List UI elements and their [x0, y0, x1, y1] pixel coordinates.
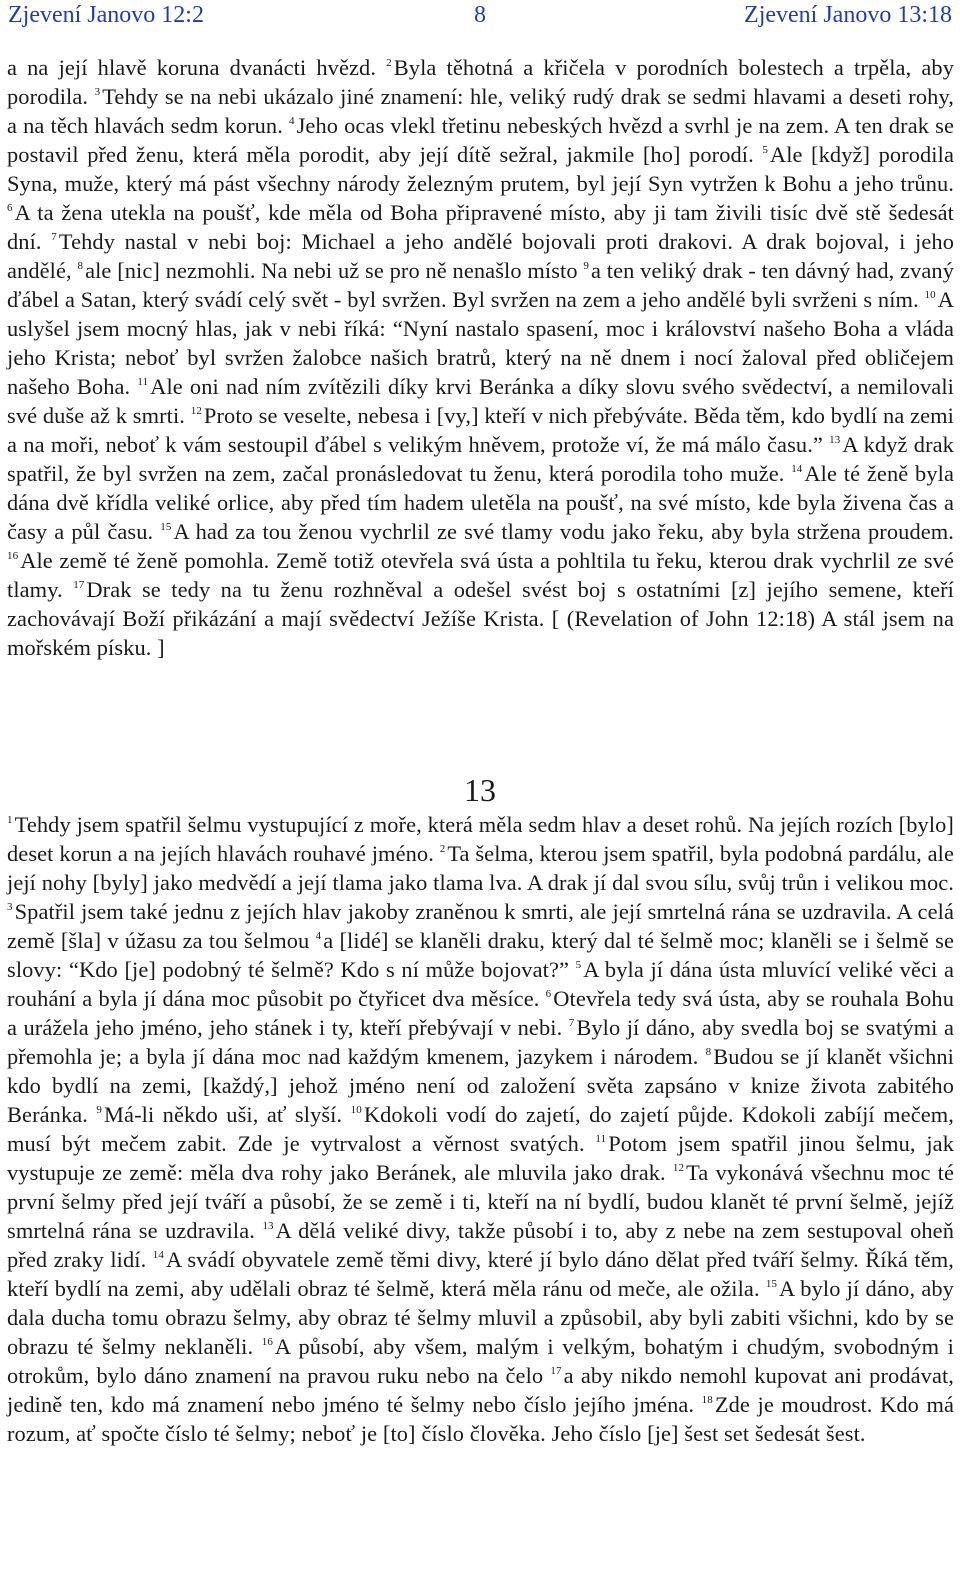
header-end-reference: Zjevení Janovo 13:18 [744, 2, 952, 28]
chapter-13-heading: 13 [464, 772, 496, 808]
verse-text: Ta šelma, kterou jsem spatřil, byla podobná pardálu, ale její nohy [byly] jako medvědí a její tlama jako tlama lva. A drak jí dal svou sílu, svůj trůn i velikou moc. [7, 841, 954, 895]
verse [77, 258, 583, 283]
verse-text: Ale [když] porodila Syna, muže, který má pást všechny národy železným prutem, byl její Syn vytržen k Bohu a jeho trůnu. [7, 142, 954, 196]
verse-number: 11 [595, 1133, 607, 1145]
verse [7, 577, 954, 660]
verse-number: 8 [77, 260, 84, 272]
verse-text: Otevřela tedy svá ústa, aby se rouhala Bohu a urážela jeho jméno, jeho stánek i ty, kteří přebývají v nebi. [7, 986, 954, 1040]
verse-text: A uslyšel jsem mocný hlas, jak v nebi říká: “Nyní nastalo spasení, moc i království našeho Boha a vláda jeho Krista; neboť byl svržen žalobce našich bratrů, který na ně dnem i nocí žaloval před obličejem našeho Boha. [7, 287, 954, 399]
verse-number: 13 [262, 1220, 274, 1232]
verse-text: a na její hlavě koruna dvanácti hvězd. [7, 55, 387, 80]
verse-number: 2 [439, 843, 446, 855]
verse-number: 8 [705, 1046, 712, 1058]
verse-text: A had za tou ženou vychrlil ze své tlamy vodu jako řeku, aby byla stržena proudem. [173, 519, 954, 544]
verse-text: Ale oni nad ním zvítězili díky krvi Beránka a díky slovu svého svědectví, a nemilovali své duše až k smrti. [7, 374, 954, 428]
verse-text: A působí, aby všem, malým i velkým, bohatým i chudým, svobodným i otrokům, bylo dáno znamení na pravou ruku nebo na čelo [7, 1334, 954, 1388]
verse [96, 1102, 350, 1127]
running-header [0, 0, 960, 32]
verse [7, 55, 386, 80]
verse-number: 17 [73, 579, 85, 591]
verse-text: Má-li někdo uši, ať slyší. [104, 1102, 351, 1127]
verse-number: 9 [96, 1104, 103, 1116]
verse-number: 4 [289, 115, 295, 127]
verse-text: Ale země té ženě pomohla. Země totiž otevřela svá ústa a pohltila tu řeku, kterou drak vychrlil ze své tlamy. [7, 548, 954, 602]
verse-text: Budou se jí klanět všichni kdo bydlí na zemi, [každý,] jehož jméno není od založení světa zapsáno v knize života zabitého Beránka. [7, 1044, 955, 1127]
verse-text: a ten veliký drak - ten dávný had, zvaný ďábel a Satan, který svádí celý svět - byl svržen. Byl svržen na zem a jeho andělé byli svrženi s ním. [7, 258, 955, 312]
verse-number: 15 [765, 1278, 778, 1290]
verse-text: A ta žena utekla na poušť, kde měla od Boha připravené místo, aby ji tam živili tisíc dvě stě šedesát dní. [7, 200, 954, 254]
verse-number: 15 [160, 521, 172, 533]
chapter-13-text [7, 810, 954, 1448]
verse-number: 16 [261, 1336, 273, 1348]
verse-number: 13 [829, 434, 841, 446]
verse-text: Jeho ocas vlekl třetinu nebeských hvězd a svrhl je na zem. A ten drak se postavil před ženu, která měla porodit, aby její dítě sežral, jakmile [ho] porodí. [7, 113, 955, 167]
chapter-12-text [7, 53, 954, 662]
verse-text: a aby nikdo nemohl kupovat ani prodávat, jedině ten, kdo má znamení nebo jméno té šelmy nebo číslo jejího jména. [7, 1363, 955, 1417]
verse-text: Kdokoli vodí do zajetí, do zajetí půjde. Kdokoli zabíjí mečem, musí být mečem zabit. Zde je vytrvalost a věrnost svatých. [7, 1102, 955, 1156]
verse-text: Tehdy nastal v nebi boj: Michael a jeho andělé bojovali proti drakovi. A drak bojoval, i jeho andělé, [7, 229, 954, 283]
verse [160, 519, 954, 544]
verse-text: A byla jí dána ústa mluvící veliké věci a rouhání a byla jí dána moc působit po čtyřicet dva měsíce. [7, 957, 954, 1011]
verse-text: Byla těhotná a křičela v porodních bolestech a trpěla, aby porodila. [7, 55, 954, 109]
verse-number: 2 [386, 57, 392, 69]
verse-number: 10 [350, 1104, 362, 1116]
verse-number: 4 [315, 930, 322, 942]
verse-number: 14 [791, 463, 803, 475]
verse-text: Bylo jí dáno, aby svedla boj se svatými a přemohla je; a byla jí dána moc nad každým kmenem, jazykem i národem. [7, 1015, 954, 1069]
verse-text: A svádí obyvatele země těmi divy, které jí bylo dáno dělat před tváří šelmy. Říká těm, kteří bydlí na zemi, aby udělali obraz té šelmě, která měla ránu od meče, ale ožila. [7, 1247, 954, 1301]
verse-text: Proto se veselte, nebesa i [vy,] kteří v nich přebýváte. Běda těm, kdo bydlí na zemi a na moři, neboť k vám sestoupil ďábel s velikým hněvem, protože ví, že má málo času.” [7, 403, 954, 457]
verse-number: 7 [568, 1017, 575, 1029]
verse-text: A dělá veliké divy, takže působí i to, aby z nebe na zem sestupoval oheň před zraky lidí. [7, 1218, 954, 1272]
header-start-reference: Zjevení Janovo 12:2 [8, 2, 204, 28]
verse-number: 11 [137, 376, 149, 388]
verse-text: Drak se tedy na tu ženu rozhněval a odešel svést boj s ostatními [z] jejího semene, kteří zachovávají Boží přikázání a mají svědectví Ježíše Krista. [ (Revelation of John 12:18) A stál jsem na mořském písku. ] [7, 577, 954, 660]
verse-text: Potom jsem spatřil jinou šelmu, jak vystupuje ze země: měla dva rohy jako Beránek, ale mluvila jako drak. [7, 1131, 954, 1185]
verse-text: A když drak spatřil, že byl svržen na zem, začal pronásledovat tu ženu, která porodila toho muže. [7, 432, 954, 486]
verse-number: 5 [762, 144, 768, 156]
verse-text: Spatřil jsem také jednu z jejích hlav jakoby zraněnou k smrti, ale její smrtelná rána se uzdravila. A celá země [šla] v úžasu za tou šelmou [7, 899, 954, 953]
verse-number: 18 [701, 1394, 713, 1406]
verse-text: A bylo jí dáno, aby dala ducha tomu obrazu šelmy, aby obraz té šelmy mluvil a způsobil, aby byli zabiti všichni, kdo by se obrazu té šelmy neklaněli. [7, 1276, 954, 1359]
verse-number: 1 [7, 814, 13, 826]
verse-text: Zde je moudrost. Kdo má rozum, ať spočte číslo té šelmy; neboť je [to] číslo člověka. Jeho číslo [je] šest set šedesát šest. [7, 1392, 955, 1446]
verse-number: 10 [924, 289, 936, 301]
verse-number: 7 [51, 231, 57, 243]
verse-number: 6 [7, 202, 13, 214]
verse-text: Ale té ženě byla dána dvě křídla veliké orlice, aby před tím hadem uletěla na poušť, na své místo, kde byla živena čas a časy a půl času. [7, 461, 954, 544]
verse-text: ale [nic] nezmohli. Na nebi už se pro ně nenašlo místo [85, 258, 584, 283]
verse-number: 14 [152, 1249, 164, 1261]
verse-number: 12 [190, 405, 202, 417]
verse-text: Tehdy jsem spatřil šelmu vystupující z moře, která měla sedm hlav a deset rohů. Na jejích rozích [bylo] deset korun a na jejích hlavách rouhavé jméno. [7, 812, 954, 866]
verse-number: 3 [7, 901, 13, 913]
verse-number: 6 [545, 988, 552, 1000]
verse-number: 17 [550, 1365, 562, 1377]
verse-number: 5 [575, 959, 582, 971]
verse-number: 3 [94, 86, 101, 98]
verse-number: 9 [583, 260, 589, 272]
verse-number: 12 [672, 1162, 685, 1174]
verse-text: Ta vykonává všechnu moc té první šelmy před její tváří a působí, že se země i ti, kteří na ní bydlí, budou klanět té první šelmě, jejíž smrtelná rána se uzdravila. [7, 1160, 954, 1243]
page-number: 8 [474, 2, 486, 28]
verse-text: Tehdy se na nebi ukázalo jiné znamení: hle, veliký rudý drak se sedmi hlavami a deseti rohy, a na těch hlavách sedm korun. [7, 84, 954, 138]
verse-number: 16 [7, 550, 19, 562]
verse-text: a [lidé] se klaněli draku, který dal té šelmě moc; klaněli se i šelmě se slovy: “Kdo [je] podobný té šelmě? Kdo s ní může bojovat?” [7, 928, 954, 982]
